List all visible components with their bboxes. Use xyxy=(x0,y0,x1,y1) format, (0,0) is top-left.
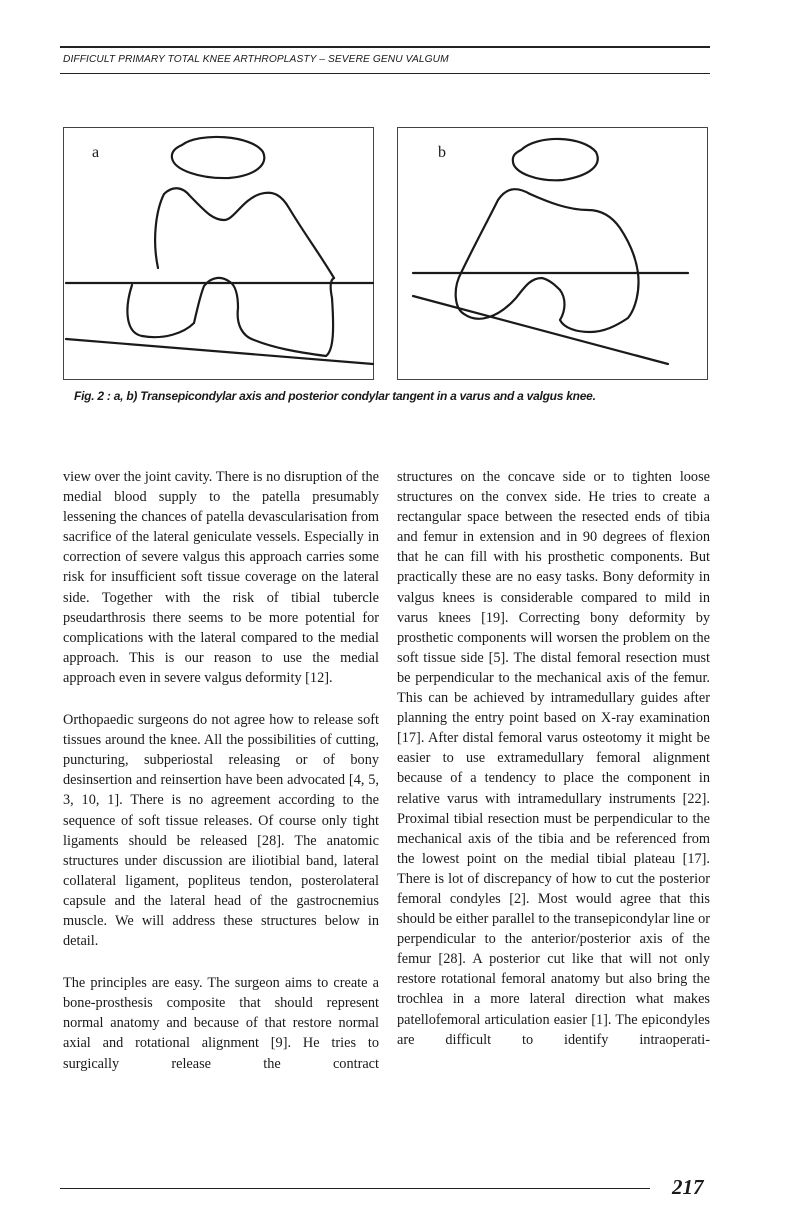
left-column xyxy=(63,467,379,1096)
panel-b-label: b xyxy=(438,144,446,161)
femur-outline-a xyxy=(155,188,334,278)
page-number: 217 xyxy=(672,1175,704,1199)
paragraph: view over the joint cavity. There is no disruption of the medial blood supply to the patella presumably lessening the chances of patella devascularisation from sacrifice of the lateral geniculate vessels. Especially in correction of severe valgus this approach carries some risk for insufficient soft tissue coverage on the lateral side. Together with the risk of tibial tubercle pseudarthrosis there seems to be more potential for complications with the lateral compared to the medial approach. This is our reason to use the medial approach even in severe valgus deformity [12]. xyxy=(63,469,379,686)
knee-diagram-b xyxy=(398,128,709,381)
condyle-right-outline-b xyxy=(560,273,639,332)
condyle-left-outline-a xyxy=(127,278,230,337)
paragraph: structures on the concave side or to tighten loose structures on the convex side. He tries to create a rectangular space between the resected ends of tibia and femur in extension and in 90 degrees of flexion that he can fill with his prosthetic components. But practically these are no easy tasks. Bony deformity in valgus knees is considerable compared to mild in varus knees [19]. Correcting bony deformity by prosthetic components will worsen the problem on the soft tissue side [5]. The distal femoral resection must be perpendicular to the mechanical axis of the femur. This can be achieved by intramedullary guides after planning the entry point based on X-ray examination [17]. After distal femoral varus osteotomy it might be easier to use extramedullary femoral alignment because of a tendency to place the component in relative varus with intramedullary instruments [22]. Proximal tibial resection must be perpendicular to the mechanical axis of the tibia and be referenced from the lowest point on the medial tibial plateau [17]. There is lot of discrepancy of how to cut the posterior femoral condyles [2]. Most would agree that this should be either parallel to the transepicondylar line or perpendicular to the anterior/posterior axis of the femur [28]. A posterior cut like that will not only restore rotational femoral anatomy but also bring the trochlea in a more lateral direction what makes patellofemoral articulation easier [1]. The epicondyles are difficult to identify intraoperati- xyxy=(397,469,710,1048)
posterior-condylar-tangent-a xyxy=(66,339,373,364)
figure-panel-b xyxy=(397,127,708,380)
right-column xyxy=(397,467,710,1072)
femur-outline-b xyxy=(461,189,638,273)
knee-diagram-a xyxy=(64,128,375,381)
patella-outline-a xyxy=(172,137,264,178)
footer-rule xyxy=(60,1188,650,1189)
header-rule xyxy=(60,73,710,74)
patella-outline-b xyxy=(513,139,598,180)
paragraph: The principles are easy. The surgeon aims to create a bone-prosthesis composite that should represent normal anatomy and because of that restore normal axial and rotational alignment [9]. He tries to surgically release the contract xyxy=(63,975,379,1072)
figure-caption: Fig. 2 : a, b) Transepicondylar axis and posterior condylar tangent in a varus and a valgus knee. xyxy=(74,389,596,403)
condyle-right-outline-a xyxy=(230,278,334,356)
top-rule xyxy=(60,46,710,48)
figure-panel-a xyxy=(63,127,374,380)
panel-a-label: a xyxy=(92,144,100,161)
running-title: DIFFICULT PRIMARY TOTAL KNEE ARTHROPLASTY – SEVERE GENU VALGUM xyxy=(63,54,449,65)
posterior-condylar-tangent-b xyxy=(413,296,668,364)
paragraph: Orthopaedic surgeons do not agree how to release soft tissues around the knee. All the possibilities of cutting, puncturing, subperiostal releasing or of bony desinsertion and reinsertion have been advocated [4, 5, 3, 10, 1]. There is no agreement according to the sequence of soft tissue releases. Of course only tight ligaments should be released [28]. The anatomic structures under discussion are iliotibial band, lateral collateral ligament, popliteus tendon, posterolateral capsule and the lateral head of the gastrocnemius muscle. We will address these structures below in detail. xyxy=(63,712,379,950)
